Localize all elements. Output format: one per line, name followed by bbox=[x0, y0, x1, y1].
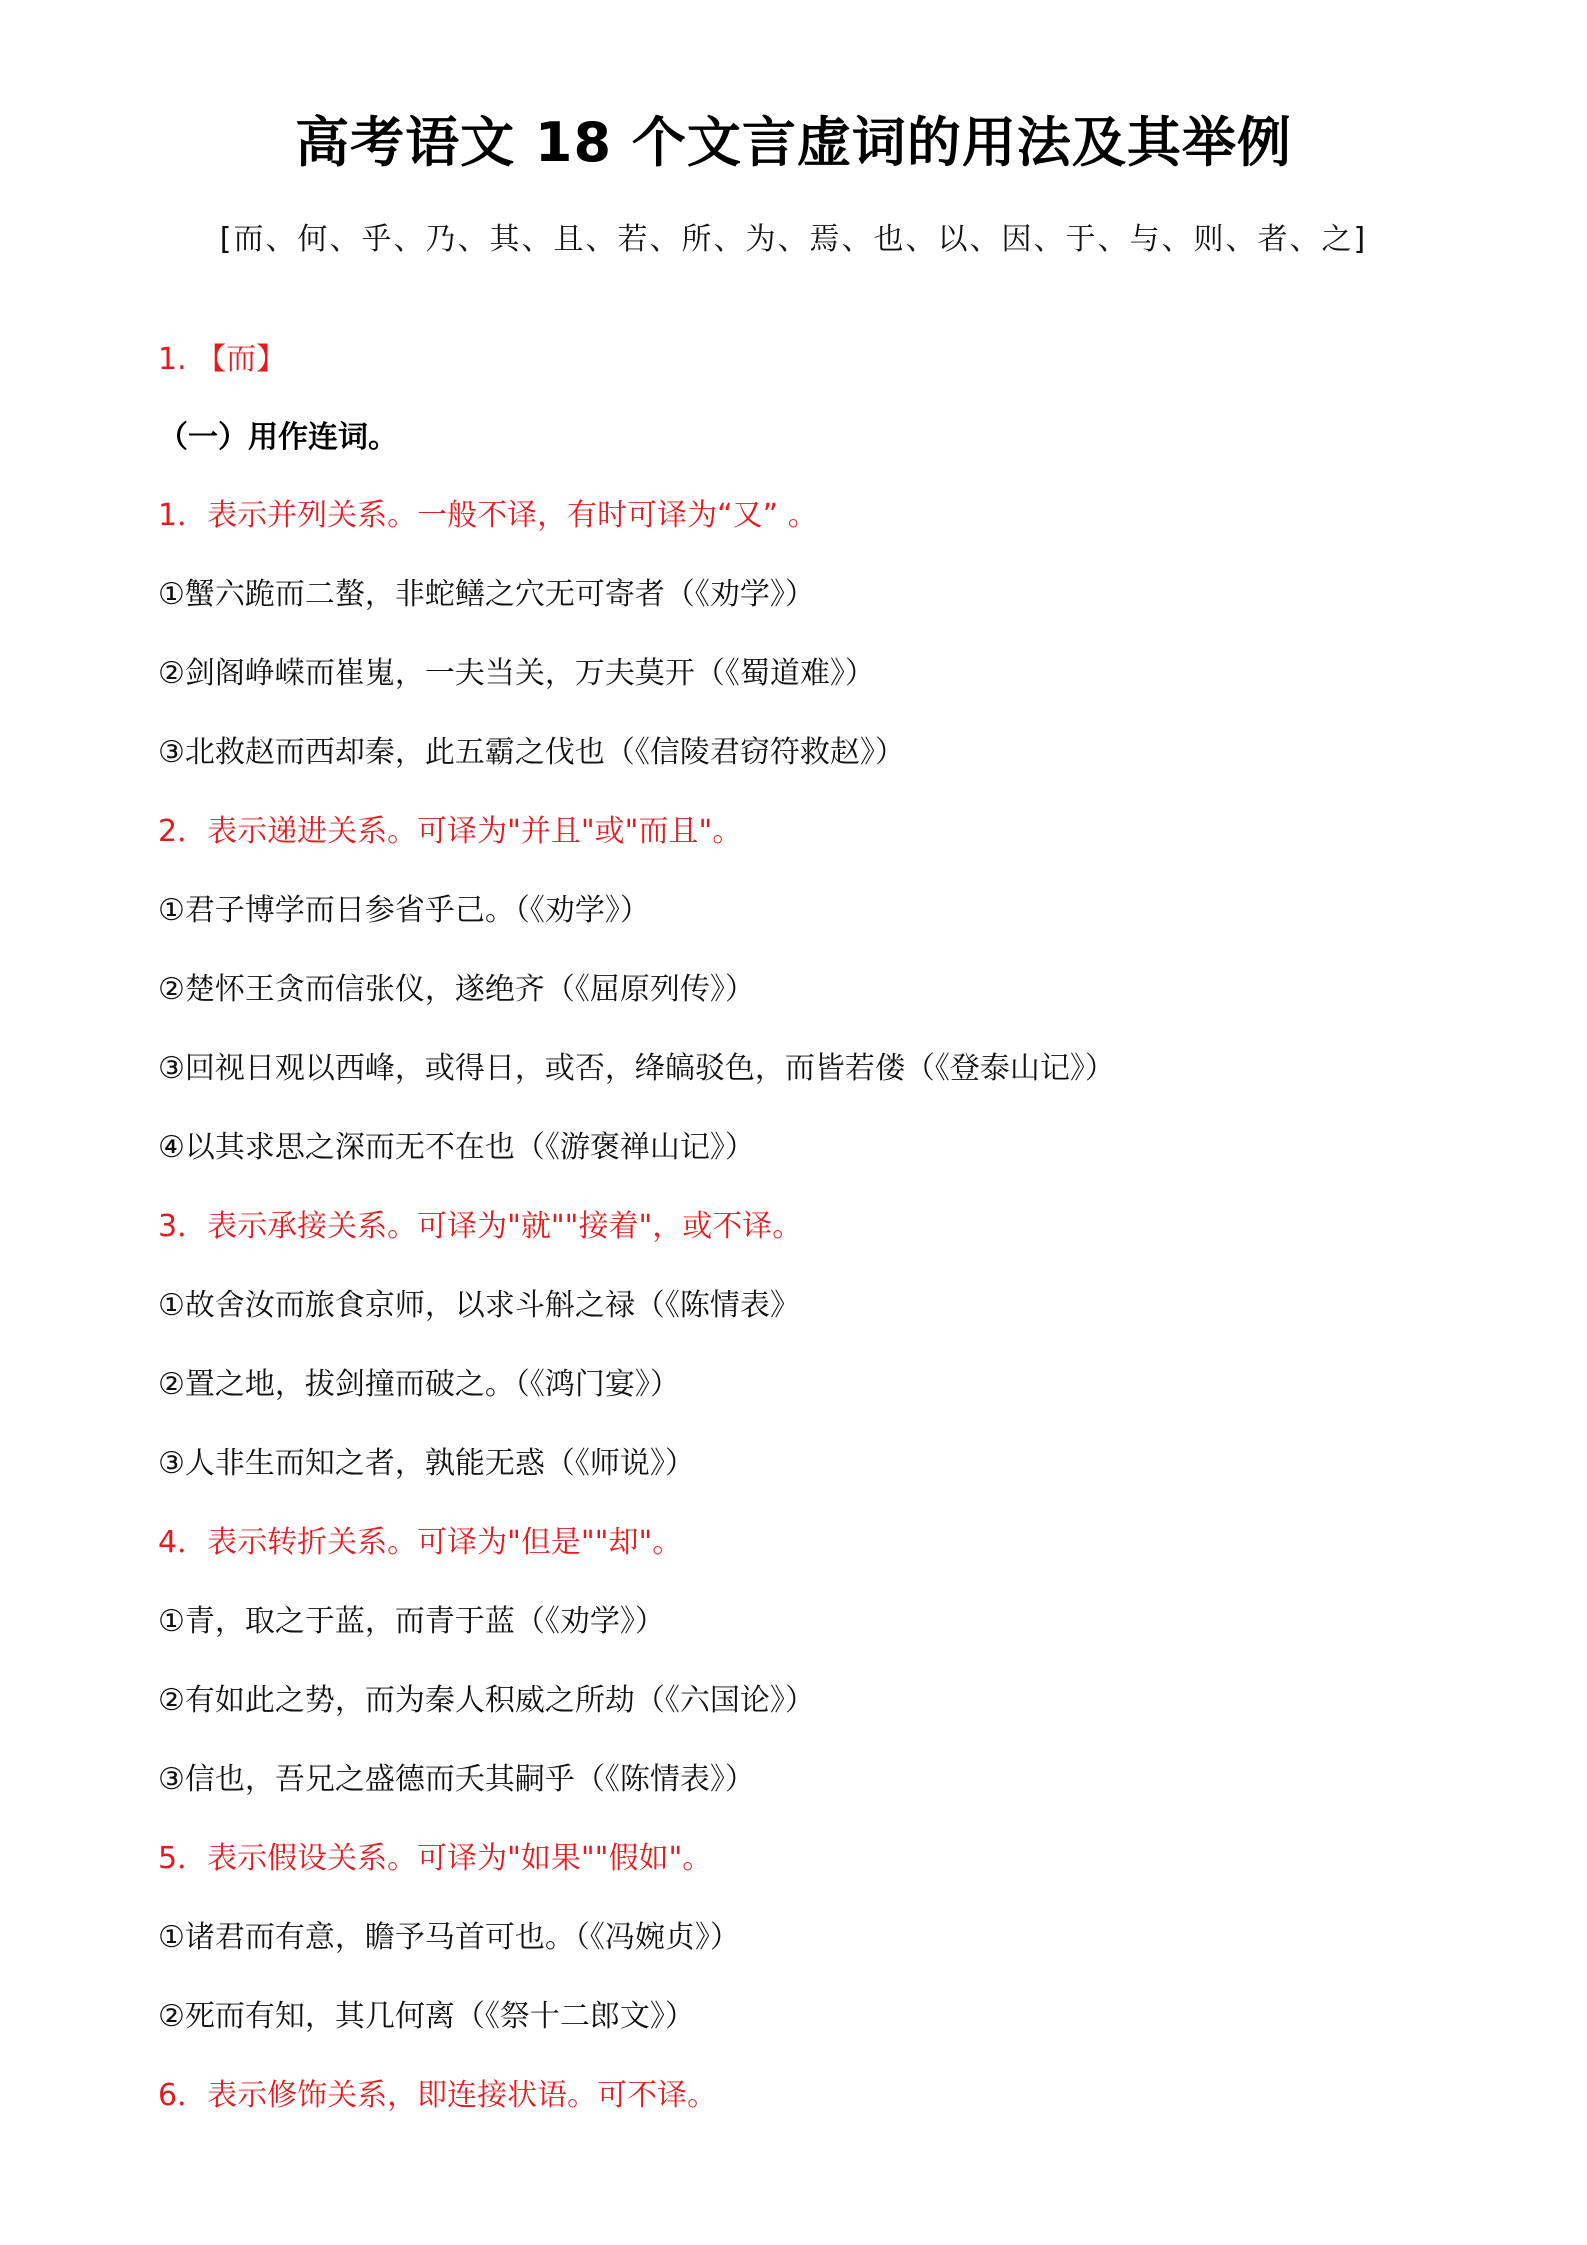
example-line: ③回视日观以西峰，或得日，或否，绛皜驳色，而皆若偻（《登泰山记》） bbox=[158, 1051, 1115, 1086]
example-line: ②有如此之势，而为秦人积威之所劫（《六国论》） bbox=[158, 1683, 815, 1718]
example-line: ①故舍汝而旅食京师，以求斗斛之禄（《陈情表》 bbox=[158, 1288, 800, 1323]
example-line: ②置之地，拔剑撞而破之。（《鸿门宴》） bbox=[158, 1367, 680, 1402]
example-line: ③人非生而知之者，孰能无惑（《师说》） bbox=[158, 1446, 695, 1481]
example-line: ③信也，吾兄之盛德而夭其嗣乎（《陈情表》） bbox=[158, 1762, 755, 1797]
category-heading: 6．表示修饰关系，即连接状语。可不译。 bbox=[158, 2078, 718, 2113]
example-line: ①蟹六跪而二螯，非蛇鳝之穴无可寄者（《劝学》） bbox=[158, 577, 815, 612]
example-line: ②剑阁峥嵘而崔嵬，一夫当关，万夫莫开（《蜀道难》） bbox=[158, 656, 875, 691]
category-heading: 5．表示假设关系。可译为"如果""假如"。 bbox=[158, 1841, 713, 1876]
example-line: ①青，取之于蓝，而青于蓝（《劝学》） bbox=[158, 1604, 665, 1639]
category-heading: 1．表示并列关系。一般不译，有时可译为“又” 。 bbox=[158, 498, 818, 533]
section-heading: 1. 【而】 bbox=[158, 342, 287, 377]
page-subtitle: [而、何、乎、乃、其、且、若、所、为、焉、也、以、因、于、与、则、者、之] bbox=[219, 222, 1368, 257]
category-heading: 3．表示承接关系。可译为"就""接着"，或不译。 bbox=[158, 1209, 803, 1244]
example-line: ①君子博学而日参省乎己。（《劝学》） bbox=[158, 893, 650, 928]
example-line: ②死而有知，其几何离（《祭十二郎文》） bbox=[158, 1999, 695, 2034]
category-heading: 4．表示转折关系。可译为"但是""却"。 bbox=[158, 1525, 683, 1560]
subsection-heading: （一）用作连词。 bbox=[158, 420, 398, 455]
example-line: ④以其求思之深而无不在也（《游褒禅山记》） bbox=[158, 1130, 755, 1165]
page-title: 高考语文 18 个文言虚词的用法及其举例 bbox=[295, 111, 1292, 174]
example-line: ①诸君而有意，瞻予马首可也。（《冯婉贞》） bbox=[158, 1920, 740, 1955]
example-line: ②楚怀王贪而信张仪，遂绝齐（《屈原列传》） bbox=[158, 972, 755, 1007]
example-line: ③北救赵而西却秦，此五霸之伐也（《信陵君窃符救赵》） bbox=[158, 735, 905, 770]
category-heading: 2．表示递进关系。可译为"并且"或"而且"。 bbox=[158, 814, 743, 849]
